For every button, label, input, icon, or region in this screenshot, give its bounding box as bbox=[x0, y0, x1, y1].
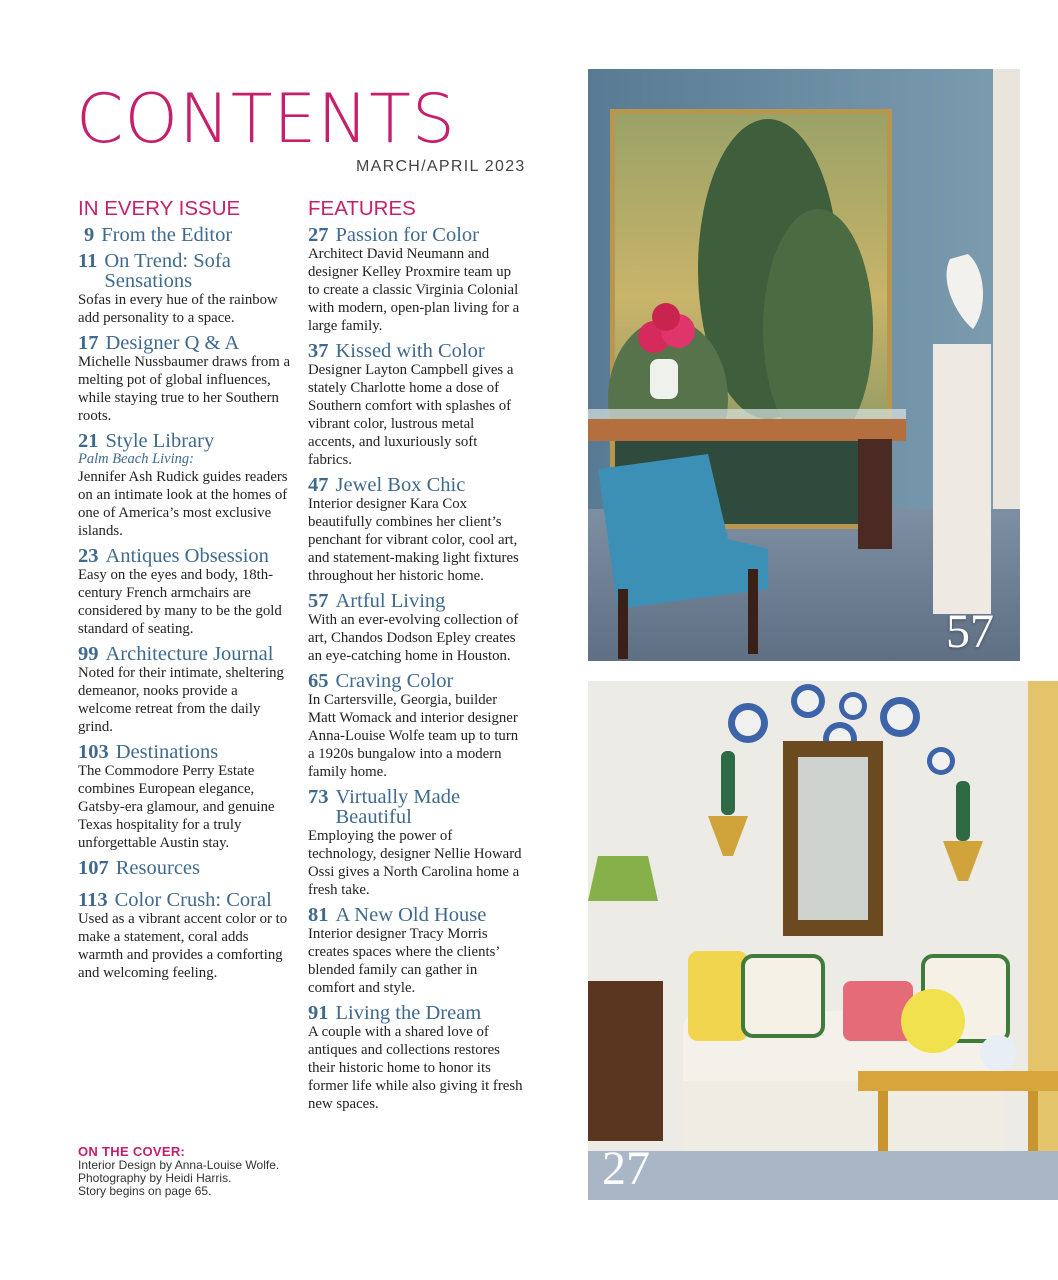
toc-entry-description: Easy on the eyes and body, 18th-century French armchairs are considered by many to be the gold standard of seating. bbox=[78, 566, 282, 637]
toc-page-number: 37 bbox=[308, 339, 329, 362]
toc-entry[interactable] bbox=[78, 225, 293, 245]
toc-entry[interactable] bbox=[78, 858, 293, 878]
toc-page-number: 11 bbox=[78, 249, 98, 272]
toc-entry[interactable] bbox=[78, 546, 293, 638]
study-room-photo bbox=[588, 69, 1020, 661]
toc-entry-description: Michelle Nussbaumer draws from a melting pot of global influences, while staying true to her Southern roots. bbox=[78, 353, 291, 424]
photo-page-number: 27 bbox=[602, 1142, 650, 1195]
features-column bbox=[308, 198, 523, 1119]
toc-entry[interactable] bbox=[78, 431, 293, 540]
toc-entry-description: A couple with a shared love of antiques and collections restores their historic home to honor its former life while also giving it fresh new spaces. bbox=[308, 1023, 523, 1112]
toc-entry[interactable] bbox=[308, 671, 523, 781]
toc-entry-description: Sofas in every hue of the rainbow add personality to a space. bbox=[78, 291, 278, 326]
toc-page-number: 91 bbox=[308, 1001, 329, 1024]
in-every-issue-column bbox=[78, 198, 293, 988]
toc-entry-title: Artful Living bbox=[335, 589, 446, 612]
toc-entry-description: Employing the power of technology, designer Nellie Howard Ossi gives a North Carolina home a fresh take. bbox=[308, 827, 522, 898]
toc-entry[interactable] bbox=[78, 251, 293, 327]
toc-page-number: 47 bbox=[308, 473, 329, 496]
toc-entry[interactable] bbox=[308, 787, 523, 899]
toc-entry[interactable] bbox=[308, 225, 523, 335]
toc-entry-title: On Trend: Sofa Sensations bbox=[104, 249, 231, 292]
toc-entry-title: Living the Dream bbox=[335, 1001, 482, 1024]
cover-credit bbox=[78, 1144, 293, 1198]
toc-entry-description: Interior designer Tracy Morris creates spaces where the clients’ blended family can gather in comfort and style. bbox=[308, 925, 500, 996]
toc-page-number: 107 bbox=[78, 856, 109, 879]
photo-page-number: 57 bbox=[946, 605, 994, 658]
toc-entry[interactable] bbox=[308, 475, 523, 585]
toc-page-number: 81 bbox=[308, 903, 329, 926]
toc-entry-title: Destinations bbox=[115, 740, 219, 763]
photo-passion-for-color[interactable] bbox=[588, 681, 1058, 1200]
toc-entry-title: Style Library bbox=[105, 429, 215, 452]
toc-entry-description: The Commodore Perry Estate combines European elegance, Gatsby-era glamour, and genuine Texas hospitality for a truly unforgettable Austin stay. bbox=[78, 762, 275, 851]
toc-page-number: 23 bbox=[78, 544, 99, 567]
toc-entry[interactable] bbox=[78, 742, 293, 852]
toc-entry[interactable] bbox=[308, 1003, 523, 1113]
cover-heading: ON THE COVER: bbox=[78, 1144, 186, 1159]
toc-entry-description: Architect David Neumann and designer Kelley Proxmire team up to create a classic Virginia Colonial with modern, open-plan living for a large family. bbox=[308, 245, 520, 334]
in-every-issue-heading: IN EVERY ISSUE bbox=[78, 197, 241, 220]
toc-entry-description: In Cartersville, Georgia, builder Matt Womack and interior designer Anna-Louise Wolfe team up to turn a 1920s bungalow into a modern family home. bbox=[308, 691, 519, 780]
toc-entry-title: Virtually Made Beautiful bbox=[335, 785, 461, 828]
toc-page-number: 99 bbox=[78, 642, 99, 665]
toc-entry[interactable] bbox=[308, 341, 523, 469]
features-heading: FEATURES bbox=[308, 197, 416, 220]
toc-page-number: 65 bbox=[308, 669, 329, 692]
toc-entry-description: Jennifer Ash Rudick guides readers on an intimate look at the homes of one of America’s most exclusive islands. bbox=[78, 468, 288, 539]
toc-entry-title: From the Editor bbox=[101, 223, 233, 246]
toc-entry-description: Used as a vibrant accent color or to make a statement, coral adds warmth and provides a comforting and welcoming feeling. bbox=[78, 910, 288, 981]
toc-entry[interactable] bbox=[308, 591, 523, 665]
toc-entry-title: Color Crush: Coral bbox=[114, 888, 272, 911]
toc-page-number: 103 bbox=[78, 740, 109, 763]
toc-entry[interactable] bbox=[78, 644, 293, 736]
toc-entry-description: With an ever-evolving collection of art, Chandos Dodson Epley creates an eye-catching home in Houston. bbox=[308, 611, 519, 664]
toc-entry-title: Designer Q & A bbox=[105, 331, 240, 354]
photo-artful-living[interactable] bbox=[588, 69, 1020, 661]
toc-page-number: 73 bbox=[308, 785, 329, 808]
issue-date: MARCH/APRIL 2023 bbox=[356, 158, 526, 175]
cover-credit-line: Story begins on page 65. bbox=[78, 1184, 212, 1198]
toc-entry-description: Noted for their intimate, sheltering demeanor, nooks provide a welcome retreat from the daily grind. bbox=[78, 664, 284, 735]
toc-entry-title: Architecture Journal bbox=[105, 642, 274, 665]
toc-entry-title: Craving Color bbox=[335, 669, 454, 692]
toc-entry-title: Kissed with Color bbox=[335, 339, 485, 362]
cover-credit-line: Interior Design by Anna-Louise Wolfe. bbox=[78, 1158, 280, 1172]
toc-page-number: 57 bbox=[308, 589, 329, 612]
toc-entry[interactable] bbox=[78, 333, 293, 425]
toc-entry-title: Resources bbox=[115, 856, 201, 879]
toc-page-number: 9 bbox=[84, 223, 95, 246]
toc-entry-title: Antiques Obsession bbox=[105, 544, 269, 567]
toc-entry-subtitle: Palm Beach Living: bbox=[78, 450, 194, 467]
toc-entry-title: Jewel Box Chic bbox=[335, 473, 466, 496]
toc-page-number: 17 bbox=[78, 331, 99, 354]
toc-entry-description: Designer Layton Campbell gives a stately Charlotte home a dose of Southern comfort with splashes of vibrant color, lustrous metal accents, and luxuriously soft fabrics. bbox=[308, 361, 514, 468]
toc-page-number: 27 bbox=[308, 223, 329, 246]
toc-entry[interactable] bbox=[78, 890, 293, 982]
toc-page-number: 21 bbox=[78, 429, 99, 452]
toc-entry-description: Interior designer Kara Cox beautifully combines her client’s penchant for vibrant color, cool art, and statement-making light fixtures throughout her historic home. bbox=[308, 495, 519, 584]
toc-page-number: 113 bbox=[78, 888, 108, 911]
toc-entry-title: Passion for Color bbox=[335, 223, 479, 246]
toc-entry-title: A New Old House bbox=[335, 903, 487, 926]
living-room-photo bbox=[588, 681, 1058, 1200]
page-title: CONTENTS bbox=[76, 80, 456, 159]
toc-entry[interactable] bbox=[308, 905, 523, 997]
cover-credit-line: Photography by Heidi Harris. bbox=[78, 1171, 232, 1185]
